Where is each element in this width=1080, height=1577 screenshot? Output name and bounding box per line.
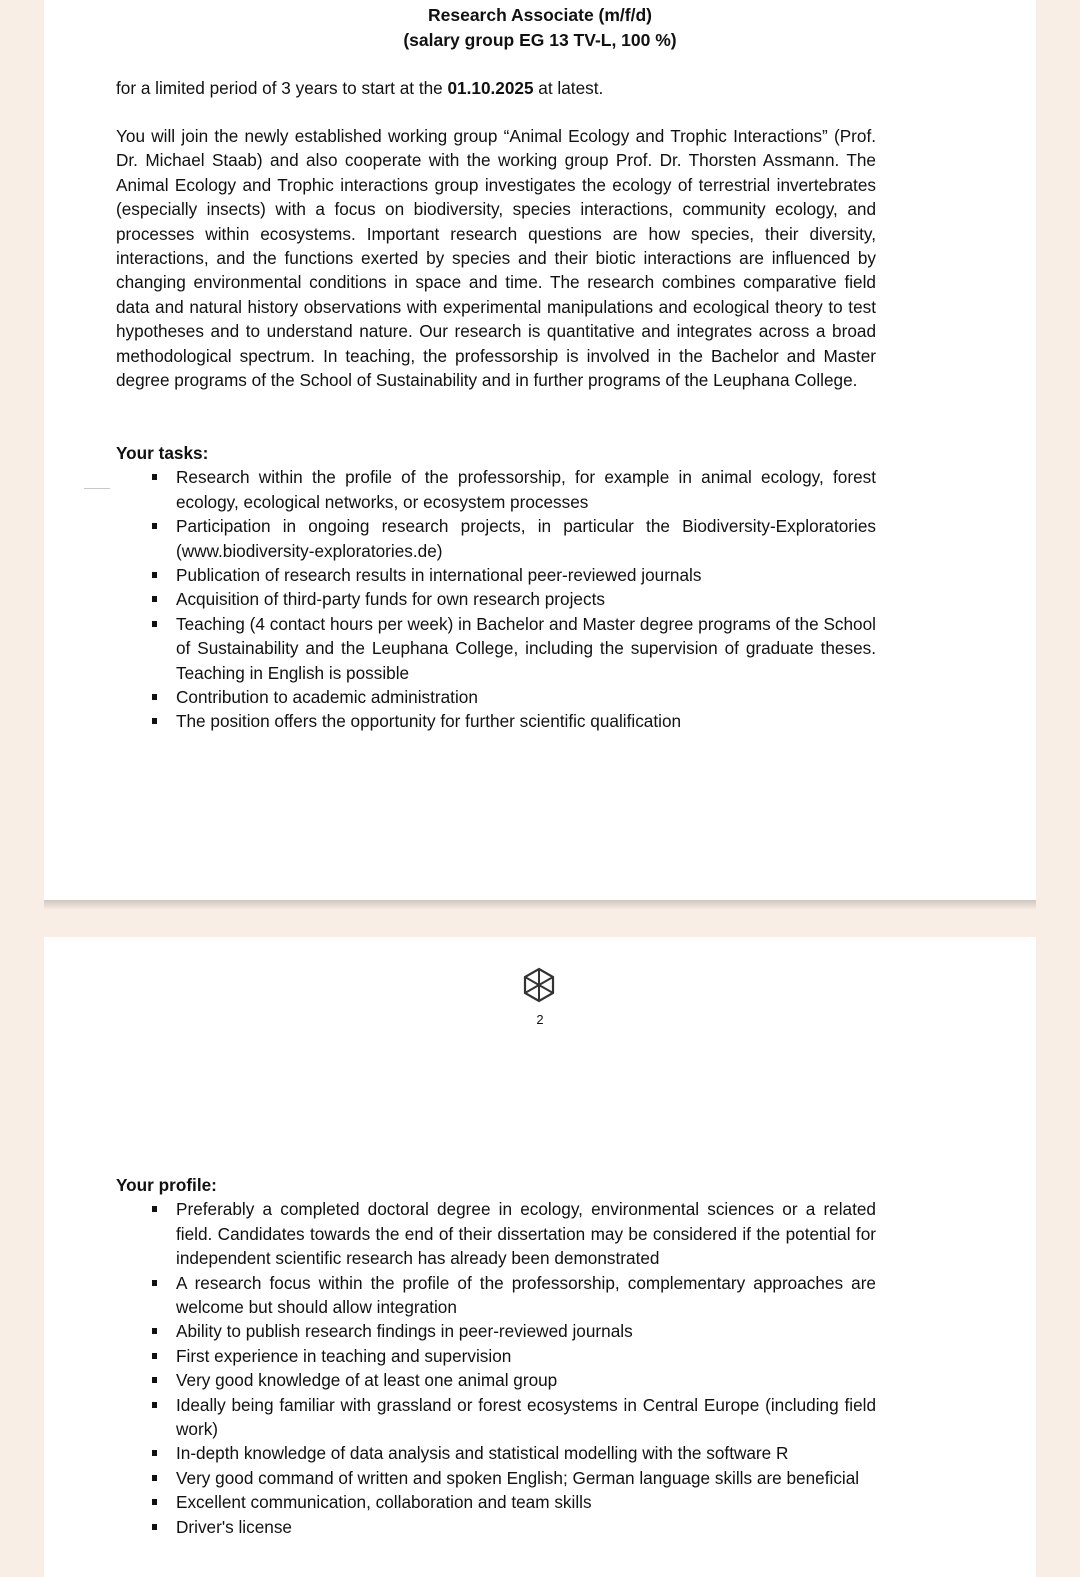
list-item: Ideally being familiar with grassland or forest ecosystems in Central Europe (including field work) [116, 1393, 876, 1442]
period-paragraph [116, 76, 876, 100]
list-item: Teaching (4 contact hours per week) in Bachelor and Master degree programs of the School of Sustainability and the Leuphana College, including the supervision of graduate theses. Teaching in English is possible [116, 612, 876, 685]
tasks-heading: Your tasks: [116, 443, 209, 463]
list-item: First experience in teaching and supervision [116, 1344, 876, 1368]
profile-section [116, 1173, 876, 1539]
university-logo-icon [521, 967, 557, 1003]
job-title-line1: Research Associate (m/f/d) [427, 5, 652, 25]
list-item: Research within the profile of the professorship, for example in animal ecology, forest ecology, ecological networks, or ecosystem processes [116, 465, 876, 514]
margin-mark [84, 488, 110, 489]
list-item: Preferably a completed doctoral degree in ecology, environmental sciences or a related field. Candidates towards the end of their dissertation may be considered if the potential for independent scientific research has already been demonstrated [116, 1197, 876, 1270]
list-item: Driver's license [116, 1515, 876, 1539]
job-title [0, 3, 1080, 52]
profile-heading: Your profile: [116, 1175, 217, 1195]
period-suffix: at latest. [533, 78, 604, 98]
list-item: Ability to publish research findings in peer-reviewed journals [116, 1319, 876, 1343]
list-item: In-depth knowledge of data analysis and statistical modelling with the software R [116, 1441, 876, 1465]
list-item: Very good command of written and spoken English; German language skills are beneficial [116, 1466, 876, 1490]
intro-paragraph-block [116, 124, 876, 392]
start-date: 01.10.2025 [447, 78, 534, 98]
page-separator [44, 900, 1036, 910]
list-item: Very good knowledge of at least one animal group [116, 1368, 876, 1392]
list-item: The position offers the opportunity for further scientific qualification [116, 709, 876, 733]
list-item: Publication of research results in international peer-reviewed journals [116, 563, 876, 587]
tasks-list [116, 465, 876, 733]
list-item: Participation in ongoing research projects, in particular the Biodiversity-Exploratories (www.biodiversity-exploratories.de) [116, 514, 876, 563]
list-item: Contribution to academic administration [116, 685, 876, 709]
list-item: A research focus within the profile of the professorship, complementary approaches are welcome but should allow integration [116, 1271, 876, 1320]
profile-list [116, 1197, 876, 1539]
list-item: Acquisition of third-party funds for own research projects [116, 587, 876, 611]
tasks-section [116, 441, 876, 734]
list-item: Excellent communication, collaboration and team skills [116, 1490, 876, 1514]
intro-paragraph: You will join the newly established working group “Animal Ecology and Trophic Interactions” (Prof. Dr. Michael Staab) and also cooperate with the working group Prof. Dr. Thorsten Assmann. The Animal Ecology and Trophic interactions group investigates the ecology of terrestrial invertebrates (especially insects) with a focus on biodiversity, species interactions, community ecology, and processes within ecosystems. Important research questions are how species, their diversity, interactions, and the functions exerted by species and their biotic interactions are influenced by changing environmental conditions in space and time. The research combines comparative field data and natural history observations with experimental manipulations and ecological theory to test hypotheses and to understand nature. Our research is quantitative and integrates across a broad methodological spectrum. In teaching, the professorship is involved in the Bachelor and Master degree programs of the School of Sustainability and in further programs of the Leuphana College. [116, 126, 876, 391]
job-title-line2: (salary group EG 13 TV-L, 100 %) [403, 29, 677, 50]
page-number: 2 [536, 1012, 544, 1027]
period-prefix: for a limited period of 3 years to start at the [116, 78, 448, 98]
